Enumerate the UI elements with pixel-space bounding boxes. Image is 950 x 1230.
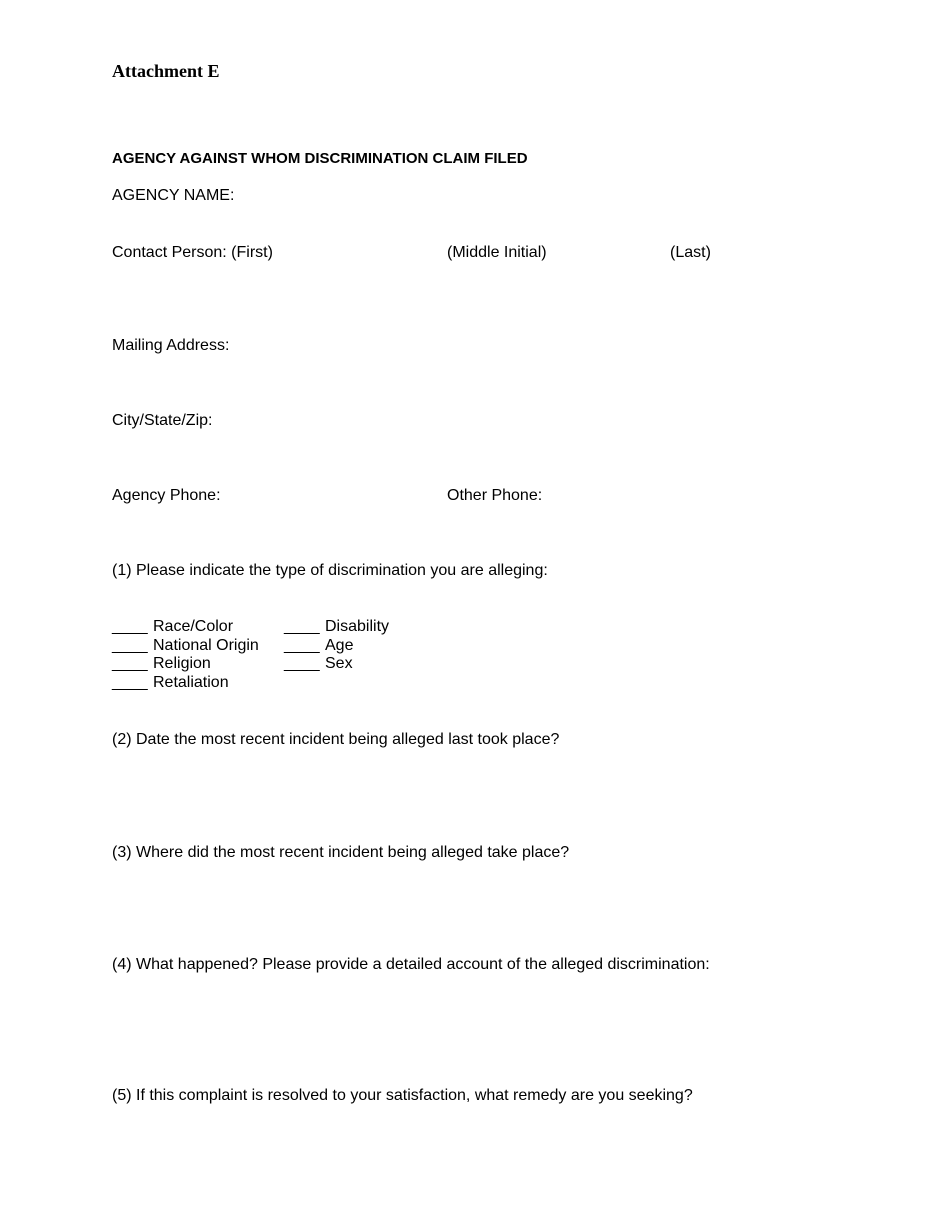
checkbox-blank: ____ (112, 655, 148, 673)
checkbox-blank: ____ (284, 618, 320, 635)
question-5: (5) If this complaint is resolved to your satisfaction, what remedy are you seeking? (112, 1087, 693, 1104)
contact-middle-label: (Middle Initial) (447, 244, 547, 261)
option-label: Race/Color (153, 618, 234, 635)
option-label: Age (325, 636, 354, 654)
contact-last-label: (Last) (670, 244, 711, 261)
question-4: (4) What happened? Please provide a detailed account of the alleged discrimination: (112, 956, 710, 973)
option-label: National Origin (153, 636, 259, 654)
option-race-color[interactable] (112, 618, 259, 637)
agency-name-label: AGENCY NAME: (112, 187, 235, 204)
option-religion[interactable] (112, 655, 259, 674)
checkbox-blank: ____ (112, 674, 148, 692)
question-3: (3) Where did the most recent incident being alleged take place? (112, 844, 570, 861)
checkbox-blank: ____ (112, 618, 148, 635)
discrimination-types-left (112, 618, 259, 693)
option-national-origin[interactable] (112, 637, 259, 656)
question-1: (1) Please indicate the type of discrimination you are alleging: (112, 562, 548, 579)
contact-first-label: Contact Person: (First) (112, 244, 273, 261)
checkbox-blank: ____ (284, 636, 320, 654)
option-disability[interactable] (284, 618, 389, 637)
attachment-title: Attachment E (112, 61, 220, 81)
mailing-address-label: Mailing Address: (112, 337, 230, 354)
section-title: AGENCY AGAINST WHOM DISCRIMINATION CLAIM FILED (112, 150, 528, 167)
option-sex[interactable] (284, 655, 389, 674)
option-age[interactable] (284, 637, 389, 656)
option-retaliation[interactable] (112, 674, 259, 693)
option-label: Retaliation (153, 674, 229, 692)
discrimination-types-right (284, 618, 389, 674)
option-label: Religion (153, 655, 211, 673)
checkbox-blank: ____ (284, 655, 320, 673)
question-2: (2) Date the most recent incident being alleged last took place? (112, 731, 560, 748)
agency-phone-label: Agency Phone: (112, 487, 221, 504)
other-phone-label: Other Phone: (447, 487, 543, 504)
city-state-zip-label: City/State/Zip: (112, 412, 213, 429)
option-label: Sex (325, 655, 353, 673)
option-label: Disability (325, 618, 390, 635)
checkbox-blank: ____ (112, 636, 148, 654)
